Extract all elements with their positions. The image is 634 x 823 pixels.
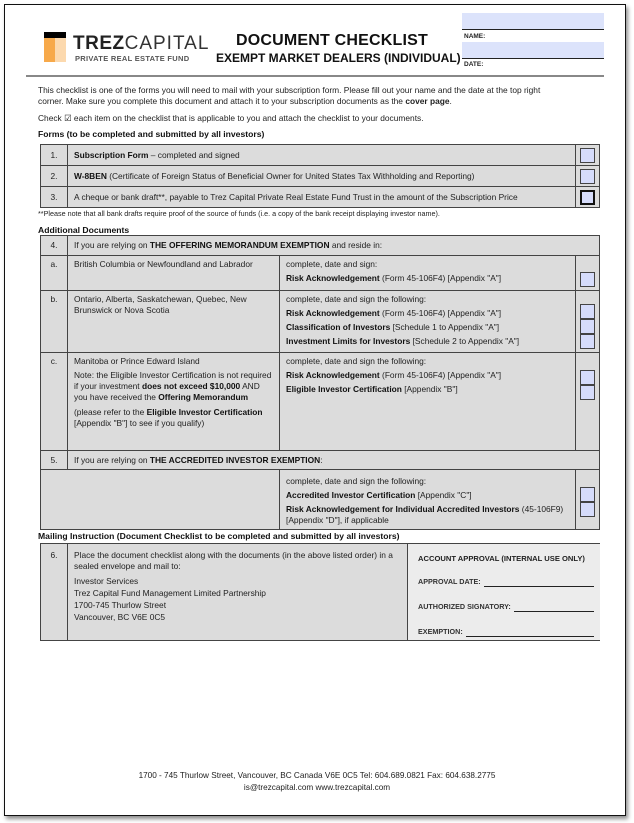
4b-classification-checkbox[interactable] xyxy=(580,319,595,334)
checkbox-checked-icon: ☑ xyxy=(64,113,72,123)
authorized-signatory-line xyxy=(514,604,594,612)
mailing-table xyxy=(40,543,600,641)
account-approval-box: ACCOUNT APPROVAL (INTERNAL USE ONLY) APPROVAL DATE: AUTHORIZED SIGNATORY: EXEMPTION: xyxy=(408,544,601,641)
additional-documents-table xyxy=(40,235,600,530)
intro-paragraph: This checklist is one of the forms you will need to mail with your subscription form. Please fill out your name and the date at the top right corner. Make sure you complete this document and attach it to your subscription documents as the cover page. xyxy=(38,85,541,106)
table-row: 1. Subscription Form – completed and signed xyxy=(41,145,600,166)
5-accredited-investor-checkbox[interactable] xyxy=(580,487,595,502)
table-row: complete, date and sign the following: Accredited Investor Certification [Appendix "C"] Risk Acknowledgement for Individual Accredited Investors (45-106F9) [Appendix "D"], if applicable xyxy=(41,470,600,530)
logo-wordmark: TREZCAPITAL xyxy=(73,33,210,54)
subscription-form-checkbox[interactable] xyxy=(580,148,595,163)
check-instruction: Check ☑ each item on the checklist that is applicable to you and attach the checklist to your documents. xyxy=(38,113,424,123)
table-row: a. British Columbia or Newfoundland and Labrador complete, date and sign: Risk Acknowledgement (Form 45-106F4) [Appendix "A"] xyxy=(41,256,600,291)
4a-risk-acknowledgement-checkbox[interactable] xyxy=(580,272,595,287)
table-row: 6. Place the document checklist along with the documents (in the above listed order) in a sealed envelope and mail to: Investor Services Trez Capital Fund Management Limited Partnership 1700-745 Thurlow Street Vancouver, BC V6E 0C5 ACCOUNT APPROVAL (INTERNAL USE ONLY) APPROVAL DATE: AUTHORIZED SIGNATORY: EXEMPTION: xyxy=(41,544,601,641)
bank-draft-footnote: **Please note that all bank drafts require proof of the source of funds (i.e. a copy of the bank receipt displaying investor name). xyxy=(38,209,440,218)
mailing-instruction-heading: Mailing Instruction (Document Checklist to be completed and submitted by all investors) xyxy=(38,531,400,541)
forms-section-heading: Forms (to be completed and submitted by all investors) xyxy=(38,129,265,139)
date-field[interactable] xyxy=(462,42,604,59)
date-label: DATE: xyxy=(464,61,484,68)
4c-eligible-investor-checkbox[interactable] xyxy=(580,385,595,400)
logo-tagline: PRIVATE REAL ESTATE FUND xyxy=(75,54,190,63)
4b-investment-limits-checkbox[interactable] xyxy=(580,334,595,349)
logo-mark-icon xyxy=(44,32,66,62)
table-row: 3. A cheque or bank draft**, payable to Trez Capital Private Real Estate Fund Trust in the amount of the Subscription Price xyxy=(41,187,600,208)
table-row: 4. If you are relying on THE OFFERING MEMORANDUM EXEMPTION and reside in: xyxy=(41,236,600,256)
footer-address: 1700 - 745 Thurlow Street, Vancouver, BC Canada V6E 0C5 Tel: 604.689.0821 Fax: 604.638.2775 xyxy=(138,771,496,780)
table-row: c. Manitoba or Prince Edward Island Note: the Eligible Investor Certification is not required if your investment does not exceed $10,000 AND you have received the Offering Memorandum (please refer to the Eligible Investor Certification [Appendix "B"] to see if you qualify) complete, date and sign the following: Risk Acknowledgement (Form 45-106F4) [Appendix "A"] Eligible Investor Certification [Appendix "B"] xyxy=(41,353,600,451)
w8ben-checkbox[interactable] xyxy=(580,169,595,184)
cheque-checkbox[interactable] xyxy=(580,190,595,205)
table-row: b. Ontario, Alberta, Saskatchewan, Quebec, New Brunswick or Nova Scotia complete, date and sign the following: Risk Acknowledgement (Form 45-106F4) [Appendix "A"] Classification of Investors [Schedule 1 to Appendix "A"] Investment Limits for Investors [Schedule 2 to Appendix "A"] xyxy=(41,291,600,353)
exemption-line xyxy=(466,629,594,637)
name-field[interactable] xyxy=(462,13,604,30)
additional-documents-heading: Additional Documents xyxy=(38,225,130,235)
header-divider xyxy=(26,75,604,77)
page-title: DOCUMENT CHECKLIST xyxy=(235,32,429,49)
trez-capital-logo xyxy=(44,32,210,66)
4c-risk-acknowledgement-checkbox[interactable] xyxy=(580,370,595,385)
forms-table xyxy=(40,144,600,208)
page-subtitle: EXEMPT MARKET DEALERS (INDIVIDUAL) xyxy=(216,51,461,65)
name-label: NAME: xyxy=(464,33,486,40)
4b-risk-acknowledgement-checkbox[interactable] xyxy=(580,304,595,319)
footer-contact: is@trezcapital.com www.trezcapital.com xyxy=(243,783,391,792)
table-row: 5. If you are relying on THE ACCREDITED INVESTOR EXEMPTION: xyxy=(41,451,600,470)
5-risk-acknowledgement-checkbox[interactable] xyxy=(580,502,595,517)
approval-date-line xyxy=(484,579,594,587)
table-row: 2. W-8BEN (Certificate of Foreign Status of Beneficial Owner for United States Tax Withholding and Reporting) xyxy=(41,166,600,187)
